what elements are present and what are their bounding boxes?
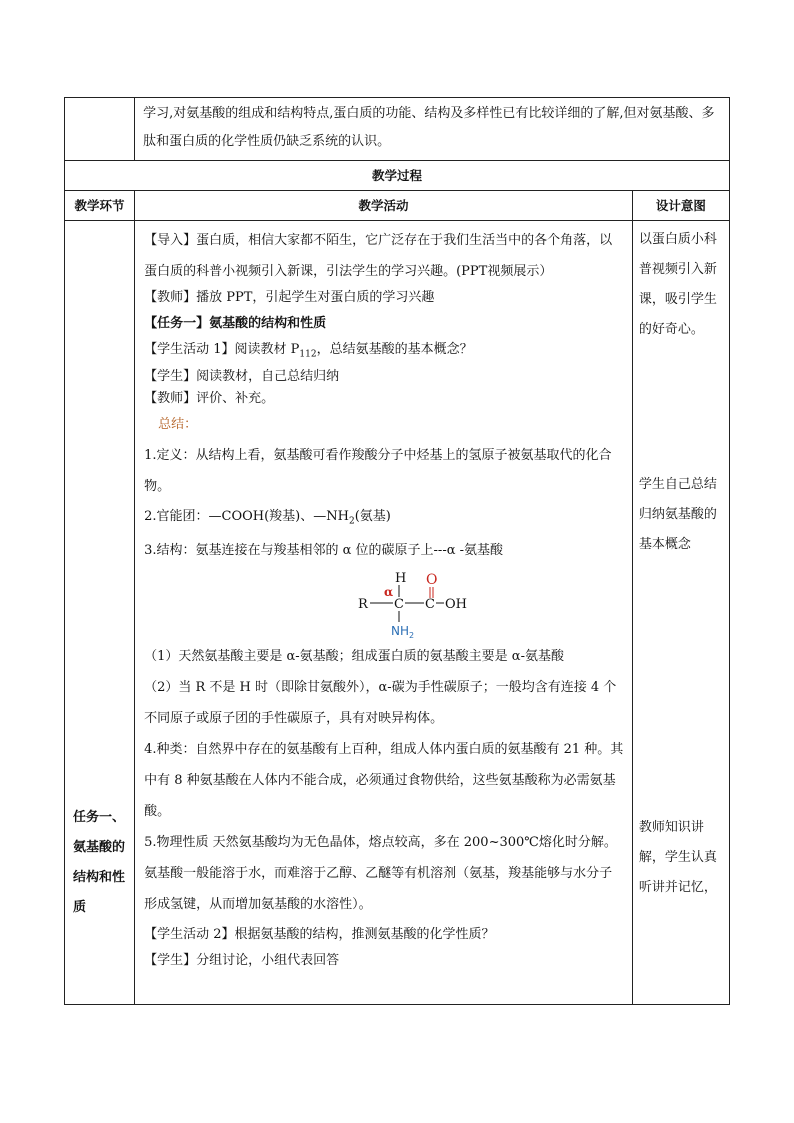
header-activity: 教学活动 bbox=[135, 191, 633, 221]
section-title: 教学过程 bbox=[65, 161, 730, 191]
formula-c2: C bbox=[425, 597, 436, 613]
student-activity-1 bbox=[144, 339, 624, 366]
student-activity-1-pre: 【学生活动 1】阅读教材 P bbox=[144, 342, 300, 357]
formula-nh: NH bbox=[391, 624, 410, 639]
task-row bbox=[65, 221, 730, 1005]
header-stage: 教学环节 bbox=[65, 191, 135, 221]
header-row bbox=[65, 191, 730, 221]
activity-cell bbox=[135, 221, 633, 1005]
task-title: 【任务一】氨基酸的结构和性质 bbox=[144, 316, 327, 331]
kinds-text: 4.种类：自然界中存在的氨基酸有上百种，组成人体内蛋白质的氨基酸有 21 种。其中有 8 种氨基酸在人体内不能合成，必须通过食物供给，这些氨基酸称为必需氨基酸。 bbox=[144, 742, 624, 820]
intent-1: 以蛋白质小科普视频引入新课，吸引学生的好奇心。 bbox=[638, 232, 717, 337]
teacher-line-1: 【教师】播放 PPT，引起学生对蛋白质的学习兴趣 bbox=[144, 290, 435, 305]
note-2: （2）当 R 不是 H 时（即除甘氨酸外），α-碳为手性碳原子；一般均含有连接 4 个不同原子或原子团的手性碳原子，具有对映异构体。 bbox=[144, 680, 617, 727]
student-activity-2: 【学生活动 2】根据氨基酸的结构，推测氨基酸的化学性质？ bbox=[144, 927, 495, 943]
header-intent: 设计意图 bbox=[632, 191, 729, 221]
intent-cell bbox=[632, 221, 729, 1005]
functional-group bbox=[144, 502, 624, 537]
intro-activity: 【导入】蛋白质，相信大家都不陌生，它广泛存在于我们生活当中的各个角落，以蛋白质的科普小视频引入新课，引法学生的学习兴趣。(PPT视频展示） bbox=[144, 233, 613, 279]
definition-text: 1.定义：从结构上看，氨基酸可看作羧酸分子中烃基上的氢原子被氨基取代的化合物。 bbox=[144, 447, 612, 494]
physical-text: 5.物理性质 天然氨基酸均为无色晶体，熔点较高，多在 200~300℃熔化时分解。氨基酸一般能溶于水，而难溶于乙醇、乙醚等有机溶剂（氨基，羧基能够与水分子形成氢键，从而增加氨基酸的水溶性）。 bbox=[144, 835, 617, 913]
formula-r: R bbox=[358, 597, 368, 613]
functional-group-sub: 2 bbox=[348, 516, 355, 527]
stage-label bbox=[65, 221, 135, 1005]
formula-oh: OH bbox=[445, 597, 468, 613]
document-page bbox=[64, 97, 730, 1005]
formula-c1: C bbox=[394, 597, 405, 613]
intro-empty-cell bbox=[65, 98, 135, 161]
note-1: （1）天然氨基酸主要是 α-氨基酸；组成蛋白质的氨基酸主要是 α-氨基酸 bbox=[144, 649, 564, 665]
formula-h: H bbox=[395, 571, 407, 587]
functional-group-post: (氨基) bbox=[354, 508, 391, 524]
student-activity-1-post: ，总结氨基酸的基本概念？ bbox=[316, 342, 473, 357]
stage-label-text: 任务一、氨基酸的结构和性质 bbox=[73, 809, 126, 915]
summary-label: 总结： bbox=[158, 416, 198, 432]
intro-row bbox=[65, 98, 730, 161]
amino-acid-formula bbox=[144, 566, 624, 642]
intro-text: 学习,对氨基酸的组成和结构特点,蛋白质的功能、结构及多样性已有比较详细的了解,但对氨基酸、多肽和蛋白质的化学性质仍缺乏系统的认识。 bbox=[135, 98, 730, 161]
section-title-row bbox=[65, 161, 730, 191]
formula-alpha: α bbox=[384, 585, 394, 600]
lesson-table bbox=[64, 97, 730, 1005]
formula-nh-sub: 2 bbox=[409, 631, 415, 641]
formula-nh2 bbox=[391, 624, 414, 640]
intent-2: 学生自己总结归纳氨基酸的基本概念 bbox=[638, 477, 717, 552]
formula-o: O bbox=[426, 572, 438, 589]
amino-acid-structure-diagram bbox=[358, 570, 478, 640]
functional-group-pre: 2.官能团：—COOH(羧基)、—NH bbox=[144, 508, 349, 524]
student-line-1: 【学生】阅读教材，自己总结归纳 bbox=[144, 368, 340, 384]
intent-3: 教师知识讲解，学生认真听讲并记忆， bbox=[638, 820, 717, 895]
teacher-line-2: 【教师】评价、补充。 bbox=[144, 390, 275, 406]
structure-text: 3.结构：氨基连接在与羧基相邻的 α 位的碳原子上---α -氨基酸 bbox=[144, 543, 504, 559]
student-activity-1-sub: 112 bbox=[299, 349, 317, 360]
student-line-2: 【学生】分组讨论，小组代表回答 bbox=[144, 953, 340, 969]
